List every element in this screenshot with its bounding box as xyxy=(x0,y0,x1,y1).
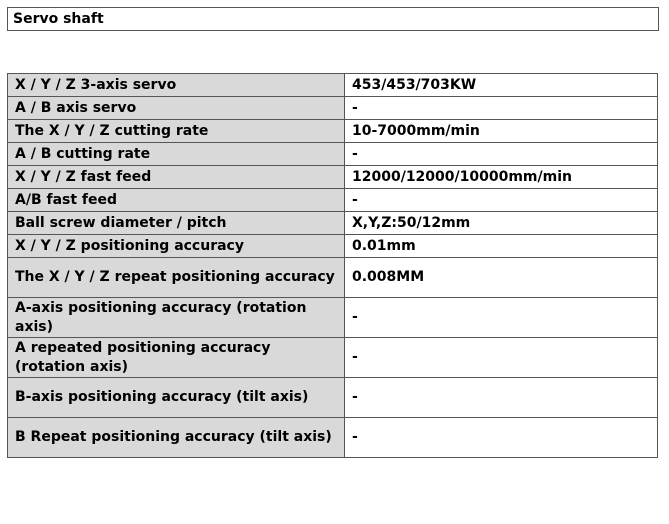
spec-table-body xyxy=(8,74,658,458)
spec-value: - xyxy=(345,298,658,338)
spec-row xyxy=(8,74,658,97)
spec-label: A-axis positioning accuracy (rotation axis) xyxy=(8,298,345,338)
spec-label: X / Y / Z fast feed xyxy=(8,166,345,189)
servo-spec-table xyxy=(7,73,658,458)
spec-label: X / Y / Z 3-axis servo xyxy=(8,74,345,97)
spec-value: 12000/12000/10000mm/min xyxy=(345,166,658,189)
spec-row xyxy=(8,258,658,298)
spec-label: A/B fast feed xyxy=(8,189,345,212)
spec-row xyxy=(8,97,658,120)
spec-row xyxy=(8,298,658,338)
spec-row xyxy=(8,378,658,418)
spec-row xyxy=(8,212,658,235)
spec-label: A / B axis servo xyxy=(8,97,345,120)
section-title: Servo shaft xyxy=(7,7,659,31)
spec-value: - xyxy=(345,97,658,120)
spec-value: 0.01mm xyxy=(345,235,658,258)
spec-value: - xyxy=(345,143,658,166)
spec-row xyxy=(8,418,658,458)
spec-label: B Repeat positioning accuracy (tilt axis) xyxy=(8,418,345,458)
spec-row xyxy=(8,338,658,378)
spec-value: - xyxy=(345,418,658,458)
spec-row xyxy=(8,120,658,143)
spec-row xyxy=(8,235,658,258)
spec-value: 453/453/703KW xyxy=(345,74,658,97)
spec-value: 10-7000mm/min xyxy=(345,120,658,143)
spec-row xyxy=(8,143,658,166)
spec-label: A / B cutting rate xyxy=(8,143,345,166)
spec-label: A repeated positioning accuracy (rotation axis) xyxy=(8,338,345,378)
spec-value: 0.008MM xyxy=(345,258,658,298)
spec-label: X / Y / Z positioning accuracy xyxy=(8,235,345,258)
spec-value: - xyxy=(345,338,658,378)
spec-value: X,Y,Z:50/12mm xyxy=(345,212,658,235)
spec-label: The X / Y / Z repeat positioning accuracy xyxy=(8,258,345,298)
spec-row xyxy=(8,189,658,212)
spec-row xyxy=(8,166,658,189)
spec-value: - xyxy=(345,378,658,418)
spec-label: B-axis positioning accuracy (tilt axis) xyxy=(8,378,345,418)
spec-label: The X / Y / Z cutting rate xyxy=(8,120,345,143)
spec-value: - xyxy=(345,189,658,212)
spec-label: Ball screw diameter / pitch xyxy=(8,212,345,235)
